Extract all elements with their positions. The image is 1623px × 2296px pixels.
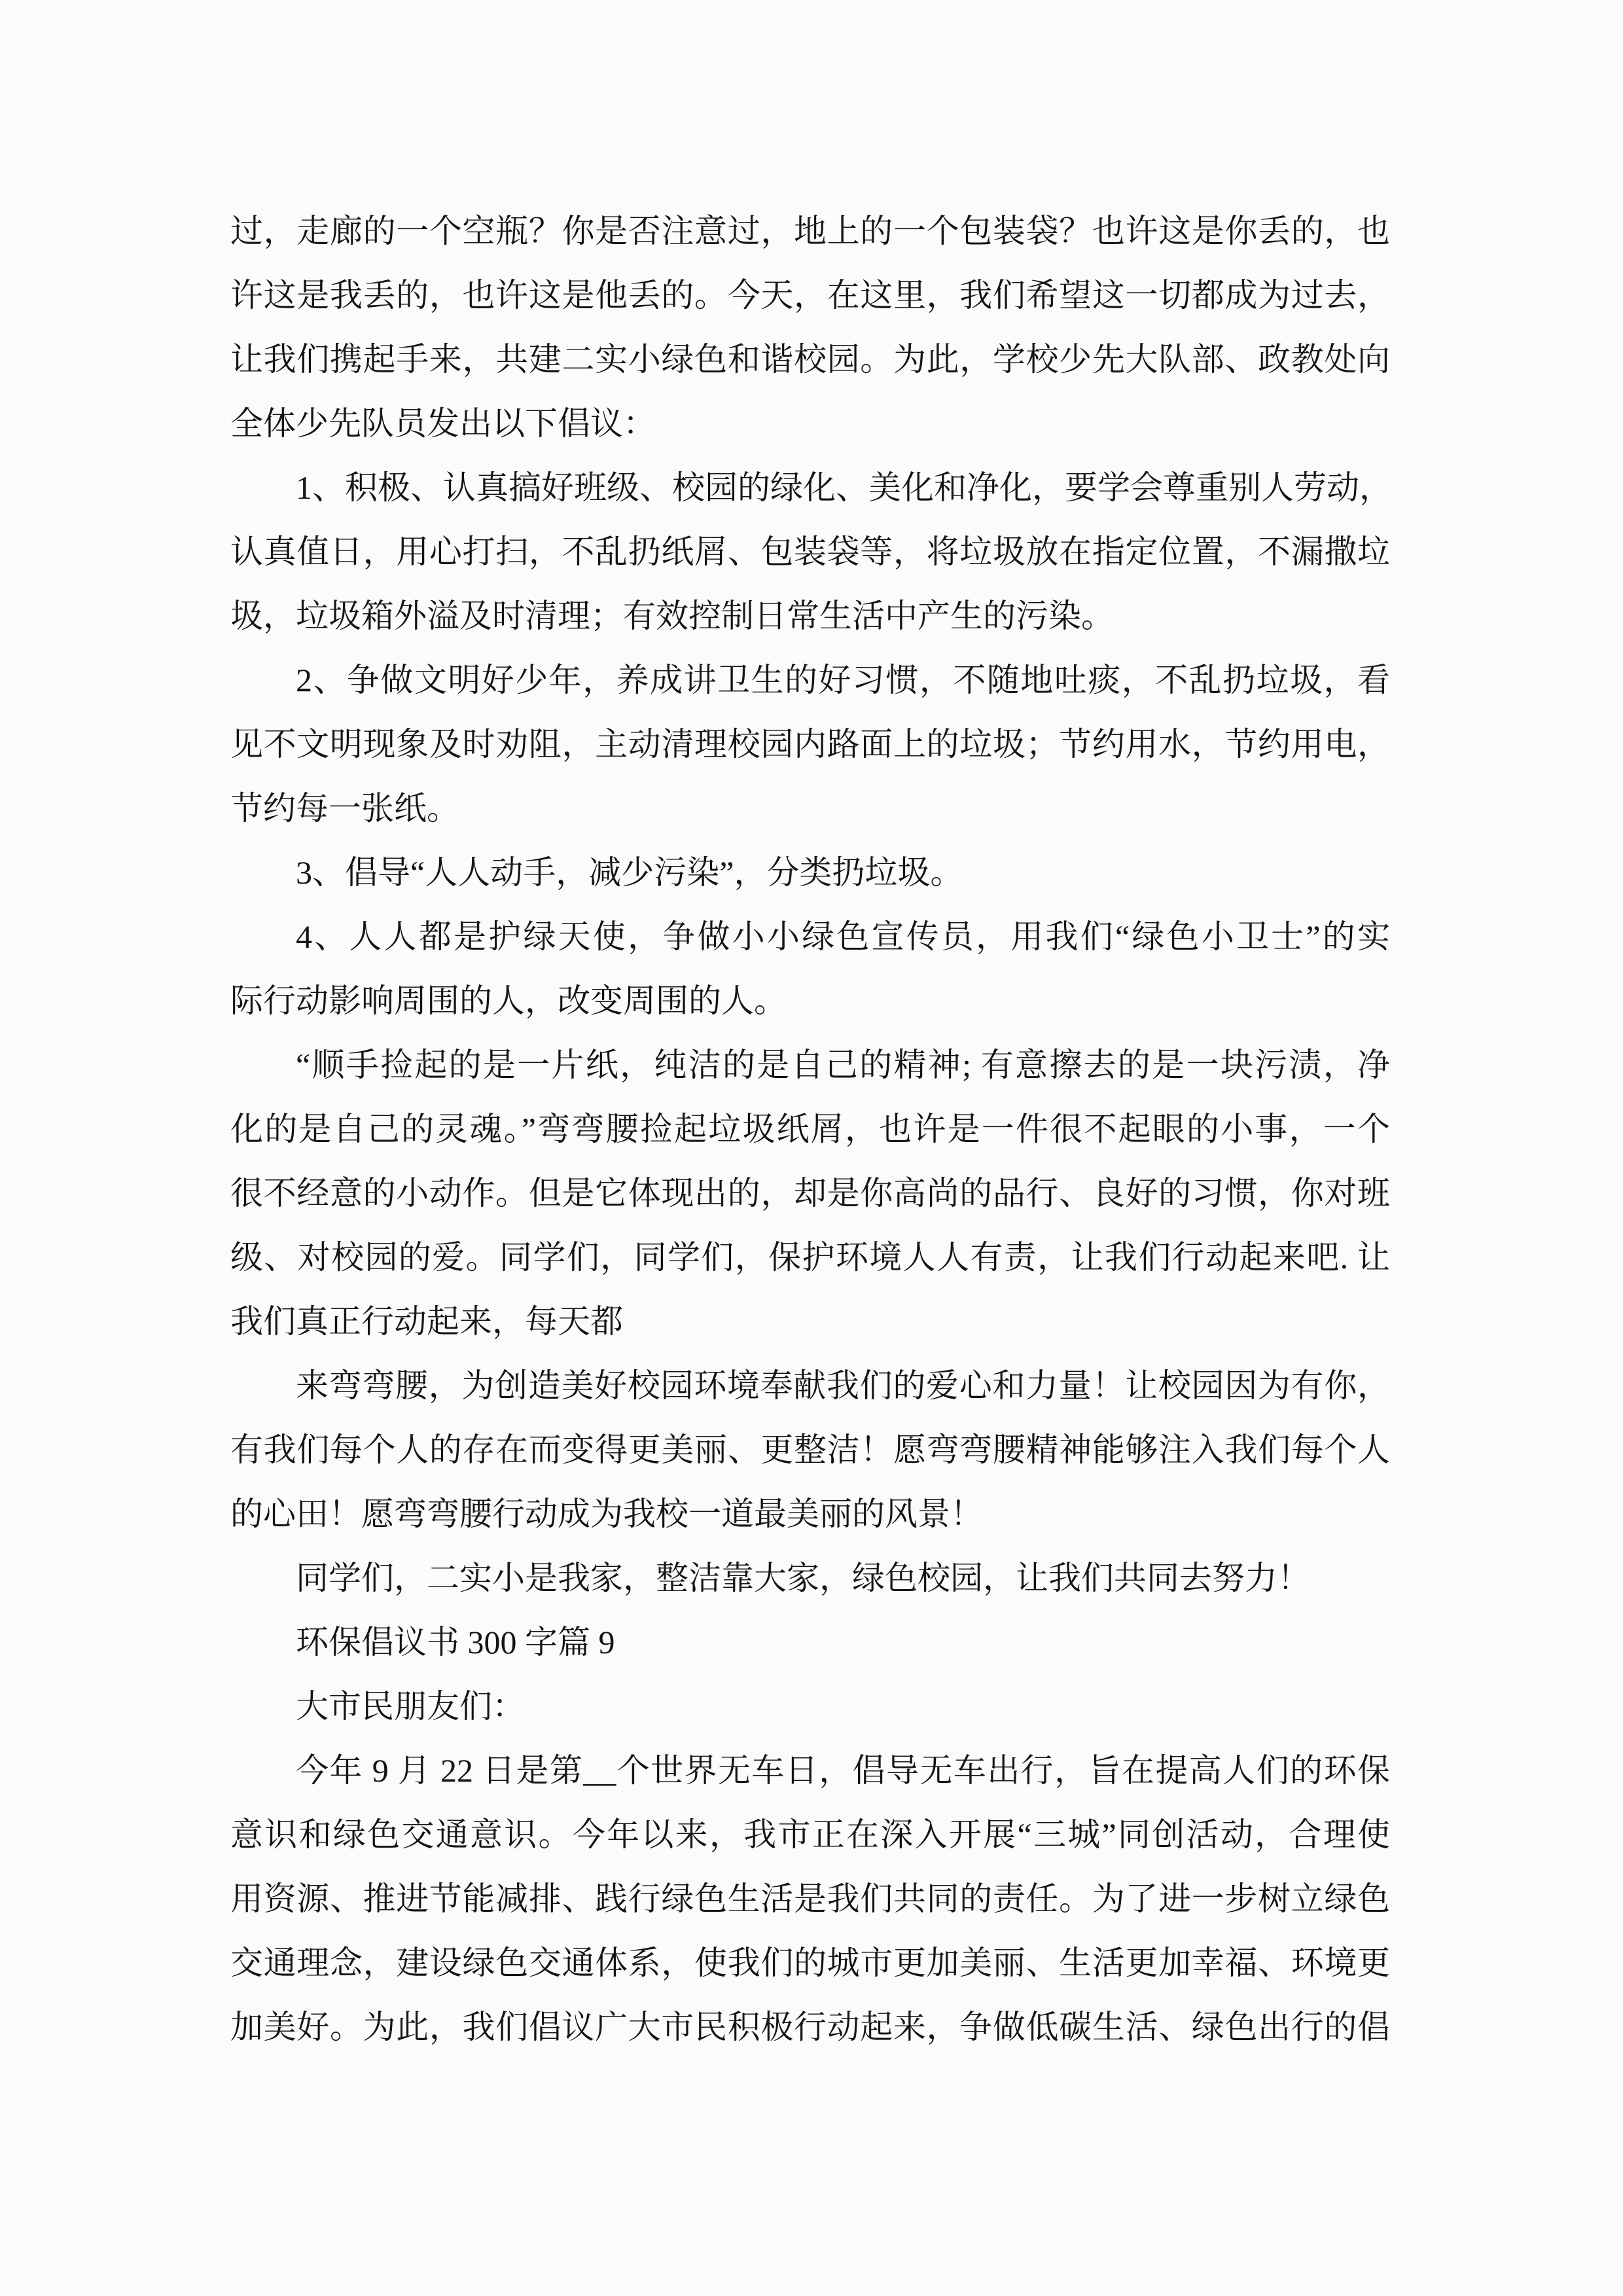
text-line: 我们真正行动起来，每天都 — [230, 1303, 623, 1340]
text-line: 来弯弯腰，为创造美好校园环境奉献我们的爱心和力量！让校园因为有你， — [296, 1367, 1390, 1404]
text-line: 级、对校园的爱。同学们，同学们，保护环境人人有责，让我们行动起来吧. 让 — [230, 1239, 1390, 1276]
text-line: 有我们每个人的存在而变得更美丽、更整洁！愿弯弯腰精神能够注入我们每个人 — [230, 1431, 1390, 1468]
text-line: 交通理念，建设绿色交通体系，使我们的城市更加美丽、生活更加幸福、环境更 — [230, 1945, 1390, 1981]
text-line: 1、积极、认真搞好班级、校园的绿化、美化和净化，要学会尊重别人劳动， — [296, 469, 1392, 506]
text-line: 际行动影响周围的人，改变周围的人。 — [230, 982, 787, 1019]
text-line: 许这是我丢的，也许这是他丢的。今天，在这里，我们希望这一切都成为过去， — [230, 277, 1390, 314]
text-line: 化的是自己的灵魂。”弯弯腰捡起垃圾纸屑，也许是一件很不起眼的小事，一个 — [230, 1111, 1390, 1147]
text-line: 2、争做文明好少年，养成讲卫生的好习惯，不随地吐痰，不乱扔垃圾，看 — [296, 662, 1390, 698]
document-text-body — [230, 199, 1390, 2059]
text-line: 今年 9 月 22 日是第__个世界无车日，倡导无车出行，旨在提高人们的环保 — [296, 1752, 1390, 1789]
text-line: 4、人人都是护绿天使，争做小小绿色宣传员，用我们“绿色小卫士”的实 — [296, 918, 1390, 955]
text-line: 用资源、推进节能减排、践行绿色生活是我们共同的责任。为了进一步树立绿色 — [230, 1880, 1390, 1917]
text-line: 圾，垃圾箱外溢及时清理；有效控制日常生活中产生的污染。 — [230, 598, 1114, 634]
text-line: 3、倡导“人人动手，减少污染”，分类扔垃圾。 — [296, 854, 963, 891]
text-line: 很不经意的小动作。但是它体现出的，却是你高尚的品行、良好的习惯，你对班 — [230, 1175, 1390, 1211]
text-line: 认真值日，用心打扫，不乱扔纸屑、包装袋等，将垃圾放在指定位置，不漏撒垃 — [230, 533, 1390, 570]
text-line: 过，走廊的一个空瓶？你是否注意过，地上的一个包装袋？也许这是你丢的，也 — [230, 213, 1390, 249]
text-line: 的心田！愿弯弯腰行动成为我校一道最美丽的风景！ — [230, 1496, 983, 1532]
text-line: 加美好。为此，我们倡议广大市民积极行动起来，争做低碳生活、绿色出行的倡 — [230, 2009, 1390, 2045]
text-line: 节约每一张纸。 — [230, 790, 459, 827]
text-line: 大市民朋友们： — [296, 1688, 525, 1725]
text-line: 意识和绿色交通意识。今年以来，我市正在深入开展“三城”同创活动，合理使 — [230, 1816, 1390, 1853]
text-line: 同学们，二实小是我家，整洁靠大家，绿色校园，让我们共同去努力！ — [296, 1560, 1310, 1596]
text-line: “顺手捡起的是一片纸，纯洁的是自己的精神; 有意擦去的是一块污渍，净 — [296, 1047, 1390, 1083]
text-line: 全体少先队员发出以下倡议： — [230, 405, 656, 442]
text-line: 让我们携起手来，共建二实小绿色和谐校园。为此，学校少先大队部、政教处向 — [230, 341, 1390, 378]
text-line: 环保倡议书 300 字篇 9 — [296, 1624, 615, 1660]
text-line: 见不文明现象及时劝阻，主动清理校园内路面上的垃圾；节约用水，节约用电， — [230, 726, 1390, 762]
